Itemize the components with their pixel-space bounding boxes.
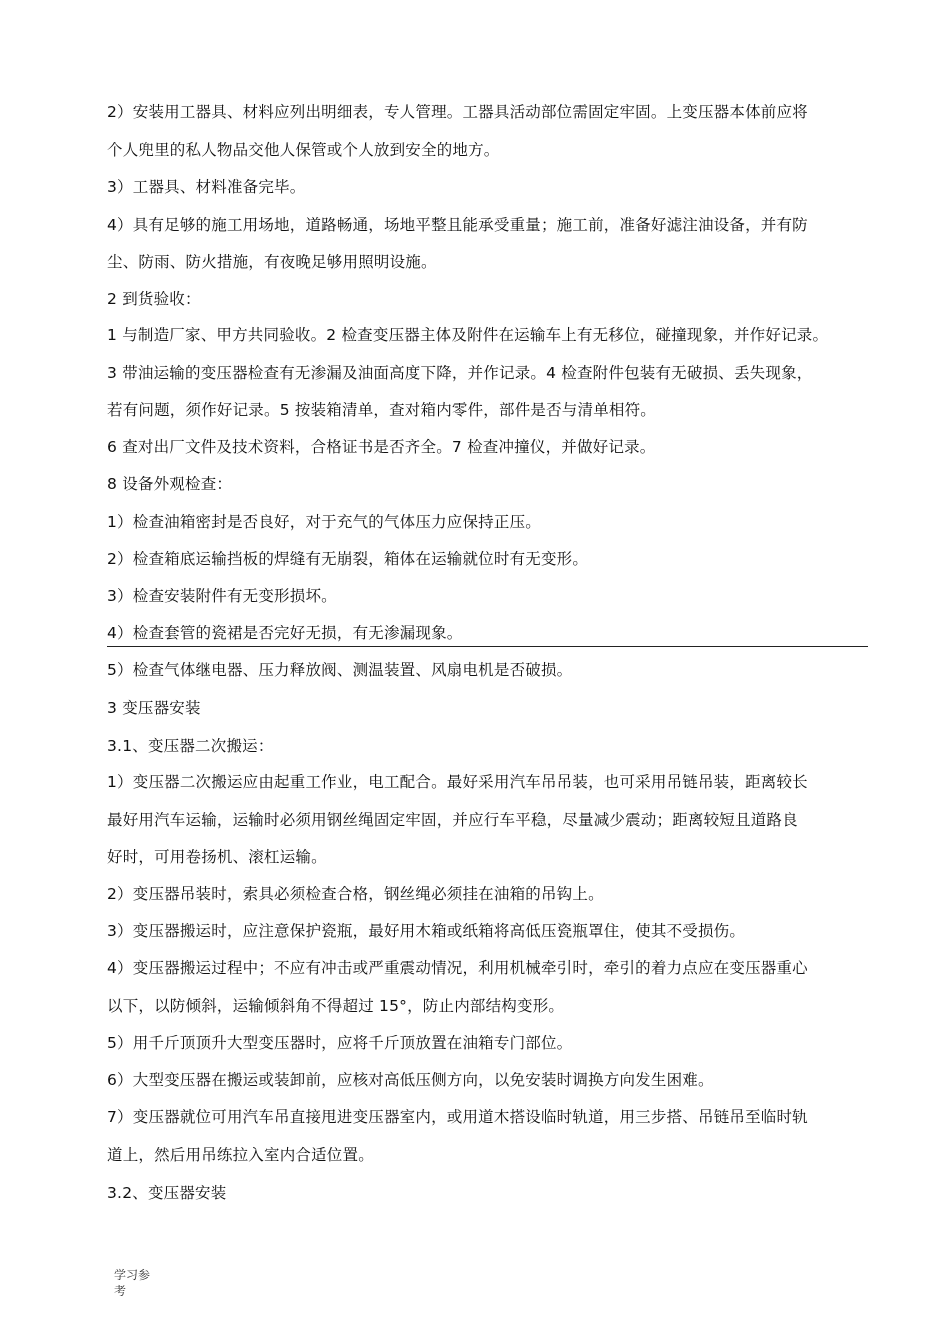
text-line: 6 查对出厂文件及技术资料，合格证书是否齐全。7 检查冲撞仪，并做好记录。	[107, 438, 656, 456]
section-heading: 2 到货验收：	[107, 290, 201, 308]
text-line: 2）检查箱底运输挡板的焊缝有无崩裂，箱体在运输就位时有无变形。	[107, 550, 589, 568]
text-line: 5）用千斤顶顶升大型变压器时，应将千斤顶放置在油箱专门部位。	[107, 1034, 573, 1052]
text-line: 5）检查气体继电器、压力释放阀、测温装置、风扇电机是否破损。	[107, 661, 573, 679]
footer-line: 学习参	[114, 1268, 151, 1282]
subsection-heading: 3.1、变压器二次搬运：	[107, 737, 274, 755]
page-footer	[114, 1267, 174, 1299]
text-line: 1 与制造厂家、甲方共同验收。2 检查变压器主体及附件在运输车上有无移位，碰撞现象，并作好记录。	[107, 326, 829, 344]
text-line: 4）变压器搬运过程中；不应有冲击或严重震动情况，利用机械牵引时，牵引的着力点应在变压器重心	[107, 959, 808, 977]
horizontal-divider	[107, 646, 868, 647]
text-line: 若有问题，须作好记录。5 按装箱清单，查对箱内零件，部件是否与清单相符。	[107, 401, 656, 419]
text-line: 1）变压器二次搬运应由起重工作业，电工配合。最好采用汽车吊吊装，也可采用吊链吊装，距离较长	[107, 773, 808, 791]
text-line: 2）变压器吊装时，索具必须检查合格，钢丝绳必须挂在油箱的吊钩上。	[107, 885, 604, 903]
text-line: 2）安装用工器具、材料应列出明细表，专人管理。工器具活动部位需固定牢固。上变压器本体前应将	[107, 103, 808, 121]
text-line: 最好用汽车运输，运输时必须用钢丝绳固定牢固，并应行车平稳，尽量减少震动；距离较短且道路良	[107, 811, 798, 829]
subsection-heading: 3.2、变压器安装	[107, 1184, 227, 1202]
text-line: 4）具有足够的施工用场地，道路畅通，场地平整且能承受重量；施工前，准备好滤注油设备，并有防	[107, 216, 808, 234]
text-line: 3 带油运输的变压器检查有无渗漏及油面高度下降，并作记录。4 检查附件包装有无破损、丢失现象，	[107, 364, 813, 382]
text-line: 4）检查套管的瓷裙是否完好无损，有无渗漏现象。	[107, 624, 463, 642]
text-line: 个人兜里的私人物品交他人保管或个人放到安全的地方。	[107, 141, 500, 159]
section-heading: 3 变压器安装	[107, 699, 201, 717]
footer-line: 考	[114, 1284, 127, 1298]
text-line: 3）工器具、材料准备完毕。	[107, 178, 306, 196]
text-line: 好时，可用卷扬机、滚杠运输。	[107, 848, 327, 866]
text-line: 7）变压器就位可用汽车吊直接甩进变压器室内，或用道木搭设临时轨道，用三步搭、吊链吊至临时轨	[107, 1108, 808, 1126]
text-line: 1）检查油箱密封是否良好，对于充气的气体压力应保持正压。	[107, 513, 541, 531]
text-line: 3）检查安装附件有无变形损坏。	[107, 587, 337, 605]
section-heading: 8 设备外观检查：	[107, 475, 233, 493]
text-line: 道上，然后用吊练拉入室内合适位置。	[107, 1146, 374, 1164]
text-line: 尘、防雨、防火措施，有夜晚足够用照明设施。	[107, 253, 437, 271]
text-line: 以下，以防倾斜，运输倾斜角不得超过 15°，防止内部结构变形。	[107, 997, 565, 1015]
text-line: 3）变压器搬运时，应注意保护瓷瓶，最好用木箱或纸箱将高低压瓷瓶罩住，使其不受损伤。	[107, 922, 746, 940]
text-line: 6）大型变压器在搬运或装卸前，应核对高低压侧方向，以免安装时调换方向发生困难。	[107, 1071, 714, 1089]
